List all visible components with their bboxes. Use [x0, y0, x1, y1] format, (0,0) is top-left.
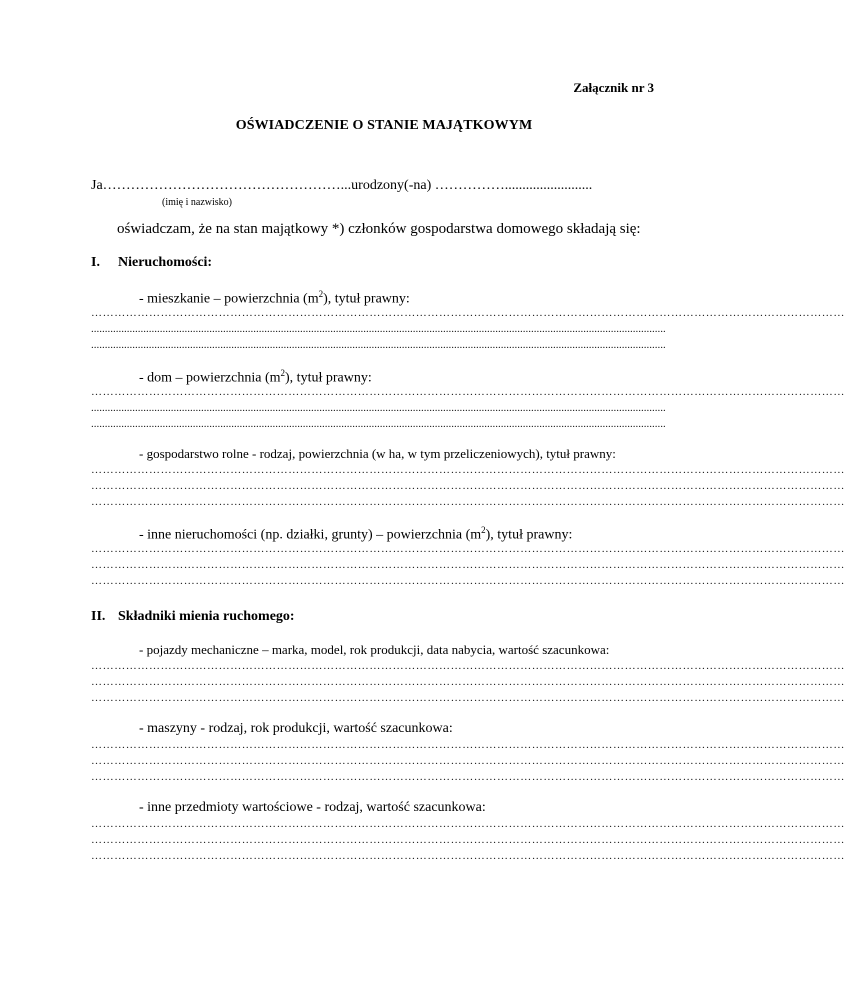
declaration-text: oświadczam, że na stan majątkowy *) członków gospodarstwa domowego składają się: [117, 221, 641, 237]
fill-line[interactable]: …………………………………………………………………………………………………………………………………………………………………………… [91, 386, 845, 398]
name-caption: (imię i nazwisko) [162, 197, 232, 208]
fill-line[interactable]: …………………………………………………………………………………………………………………………………………………………………………… [91, 575, 845, 587]
section-name: Nieruchomości: [118, 255, 213, 270]
fill-line[interactable]: …………………………………………………………………………………………………………………………………………………………………………… [91, 480, 845, 492]
section-name: Składniki mienia ruchomego: [118, 609, 295, 624]
fill-line[interactable]: …………………………………………………………………………………………………………………………………………………………………………… [91, 692, 845, 704]
item-label-other-real-estate: - inne nieruchomości (np. działki, grunty) – powierzchnia $(m^2)$, tytuł prawny: [139, 525, 573, 543]
fill-line[interactable]: …………………………………………………………………………………………………………………………………………………………………………… [91, 818, 845, 830]
fill-line[interactable]: …………………………………………………………………………………………………………………………………………………………………………… [91, 660, 845, 672]
fill-line[interactable]: …………………………………………………………………………………………………………………………………………………………………………… [91, 307, 845, 319]
fill-line[interactable]: …………………………………………………………………………………………………………………………………………………………………………… [91, 755, 845, 767]
document-title: OŚWIADCZENIE O STANIE MAJĄTKOWYM [235, 118, 533, 133]
fill-line[interactable]: …………………………………………………………………………………………………………………………………………………………………………… [91, 676, 845, 688]
fill-line[interactable]: …………………………………………………………………………………………………………………………………………………………………………… [91, 850, 845, 862]
item-label-valuables: - inne przedmioty wartościowe - rodzaj, wartość szacunkowa: [139, 800, 486, 815]
item-label-house: - dom – powierzchnia $(m^2)$, tytuł prawny: [139, 368, 372, 386]
fill-line[interactable]: …………………………………………………………………………………………………………………………………………………………………………… [91, 739, 845, 751]
attachment-label: Załącznik nr 3 [573, 80, 654, 95]
fill-line[interactable]: ................................................................................................................................................................................................................. [91, 339, 666, 351]
fill-line[interactable]: …………………………………………………………………………………………………………………………………………………………………………… [91, 543, 845, 555]
fill-line[interactable]: ................................................................................................................................................................................................................. [91, 418, 666, 430]
name-birth-line: Ja……………………………………………...urodzony(-na) ……………......................... [91, 178, 593, 193]
item-label-machines: - maszyny - rodzaj, rok produkcji, wartość szacunkowa: [139, 721, 453, 736]
fill-line[interactable]: …………………………………………………………………………………………………………………………………………………………………………… [91, 496, 845, 508]
item-label-farm: - gospodarstwo rolne - rodzaj, powierzchnia (w ha, w tym przeliczeniowych), tytuł prawny: [139, 446, 616, 461]
fill-line[interactable]: …………………………………………………………………………………………………………………………………………………………………………… [91, 771, 845, 783]
fill-line[interactable]: …………………………………………………………………………………………………………………………………………………………………………… [91, 464, 845, 476]
fill-line[interactable]: …………………………………………………………………………………………………………………………………………………………………………… [91, 559, 845, 571]
item-label-apartment: - mieszkanie – powierzchnia $(m^2)$, tytuł prawny: [139, 289, 410, 307]
fill-line[interactable]: ................................................................................................................................................................................................................. [91, 323, 666, 335]
section-number: II. [91, 609, 106, 624]
fill-line[interactable]: ................................................................................................................................................................................................................. [91, 402, 666, 414]
fill-line[interactable]: …………………………………………………………………………………………………………………………………………………………………………… [91, 834, 845, 846]
section-number: I. [91, 255, 100, 270]
item-label-vehicles: - pojazdy mechaniczne – marka, model, rok produkcji, data nabycia, wartość szacunkowa: [139, 642, 610, 657]
